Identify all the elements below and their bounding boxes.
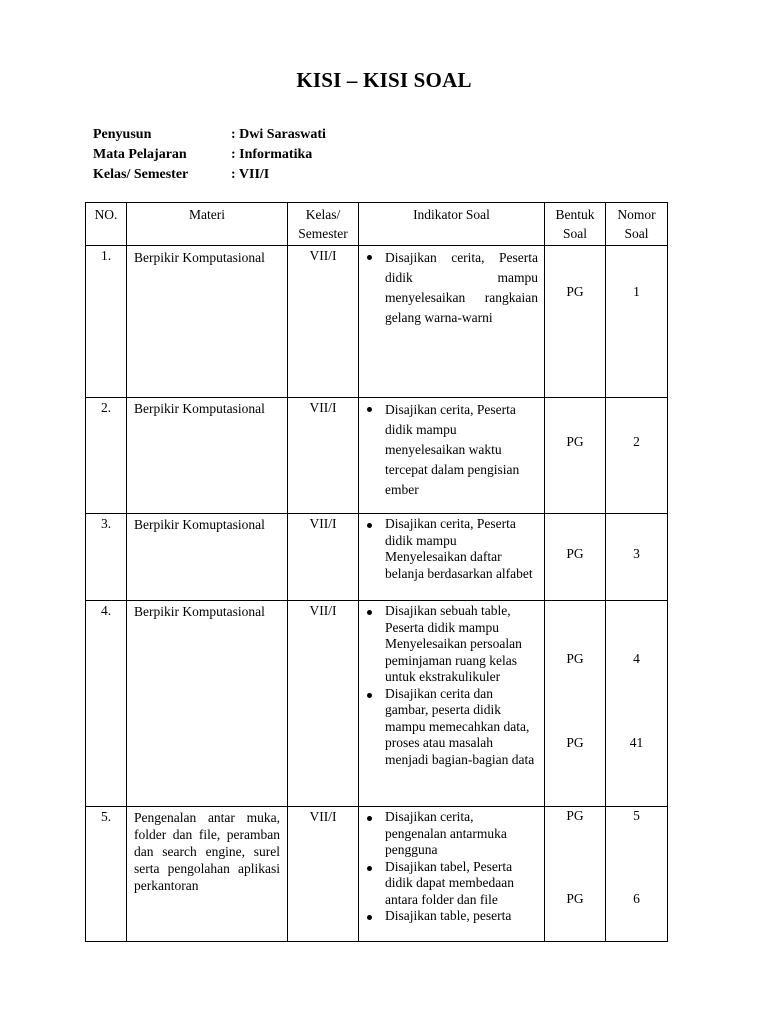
cell-materi: Pengenalan antar muka, folder dan file, peramban dan search engine, surel serta pengolahan aplikasi perkantoran [127,807,288,942]
nomor-value: 4 [633,651,640,666]
nomor-value: 3 [633,546,640,561]
cell-no: 5. [86,807,127,942]
bentuk-value: PG [566,284,584,299]
document-title: KISI – KISI SOAL [296,68,472,92]
indikator-item: Disajikan table, peserta [363,908,538,925]
cell-nomor [606,514,668,601]
meta-label: Mata Pelajaran [93,147,187,162]
header-no: NO. [86,203,127,246]
cell-no: 2. [86,398,127,514]
cell-nomor [606,807,668,942]
meta-value: : Dwi Saraswati [231,127,326,142]
indikator-item: Disajikan cerita, Peserta didik mampu menyelesaikan rangkaian gelang warna-warni [363,248,538,328]
header-nomor [606,203,668,246]
cell-materi: Berpikir Komuptasional [127,514,288,601]
cell-no: 3. [86,514,127,601]
table-row [86,807,668,942]
cell-no: 1. [86,246,127,398]
cell-kelas: VII/I [288,398,359,514]
cell-nomor [606,601,668,807]
cell-materi: Berpikir Komputasional [127,246,288,398]
header-nomor-line2: Soal [624,226,649,241]
header-bentuk-line1: Bentuk [555,207,595,222]
cell-materi: Berpikir Komputasional [127,398,288,514]
cell-bentuk [545,246,606,398]
cell-indikator [359,601,545,807]
cell-nomor [606,398,668,514]
cell-indikator [359,514,545,601]
cell-bentuk [545,514,606,601]
bentuk-value: PG [566,891,584,906]
cell-kelas: VII/I [288,601,359,807]
table-row [86,398,668,514]
nomor-value: 1 [633,284,640,299]
cell-bentuk [545,807,606,942]
meta-label: Kelas/ Semester [93,167,189,182]
bentuk-value: PG [566,808,584,823]
header-nomor-line1: Nomor [617,207,656,222]
nomor-value: 41 [629,735,644,750]
header-kelas [288,203,359,246]
table-row [86,246,668,398]
meta-value: : Informatika [231,147,313,162]
bentuk-value: PG [566,651,584,666]
cell-nomor [606,246,668,398]
meta-value: : VII/I [231,167,270,182]
meta-label: Penyusun [93,127,152,142]
cell-indikator [359,398,545,514]
table-row [86,601,668,807]
indikator-item: Disajikan cerita, Peserta didik mampu Menyelesaikan daftar belanja berdasarkan alfabet [363,516,538,582]
meta-row-penyusun [93,125,326,145]
kisi-table [85,202,668,942]
cell-kelas: VII/I [288,807,359,942]
document-meta [93,125,326,185]
header-bentuk [545,203,606,246]
indikator-item: Disajikan cerita, Peserta didik mampu menyelesaikan waktu tercepat dalam pengisian ember [363,400,538,500]
cell-materi: Berpikir Komputasional [127,601,288,807]
table-row [86,514,668,601]
cell-indikator [359,246,545,398]
indikator-item: Disajikan sebuah table, Peserta didik mampu Menyelesaikan persoalan peminjaman ruang kelas untuk ekstrakulikuler [363,603,538,686]
bentuk-value: PG [566,546,584,561]
nomor-value: 5 [633,808,640,823]
nomor-value: 6 [633,891,640,906]
cell-bentuk [545,398,606,514]
meta-row-mata-pelajaran [93,145,326,165]
meta-row-kelas-semester [93,165,326,185]
bentuk-value: PG [566,434,584,449]
cell-indikator [359,807,545,942]
indikator-item: Disajikan cerita, pengenalan antarmuka pengguna [363,809,538,859]
cell-no: 4. [86,601,127,807]
indikator-item: Disajikan tabel, Peserta didik dapat membedaan antara folder dan file [363,859,538,909]
header-indikator: Indikator Soal [359,203,545,246]
header-kelas-line2: Semester [298,226,348,241]
table-header-row [86,203,668,246]
indikator-item: Disajikan cerita dan gambar, peserta didik mampu memecahkan data, proses atau masalah menjadi bagian-bagian data [363,686,538,769]
cell-bentuk [545,601,606,807]
cell-kelas: VII/I [288,514,359,601]
nomor-value: 2 [633,434,640,449]
cell-kelas: VII/I [288,246,359,398]
bentuk-value: PG [566,735,584,750]
header-materi: Materi [127,203,288,246]
header-kelas-line1: Kelas/ [305,207,341,222]
header-bentuk-line2: Soal [562,226,587,241]
